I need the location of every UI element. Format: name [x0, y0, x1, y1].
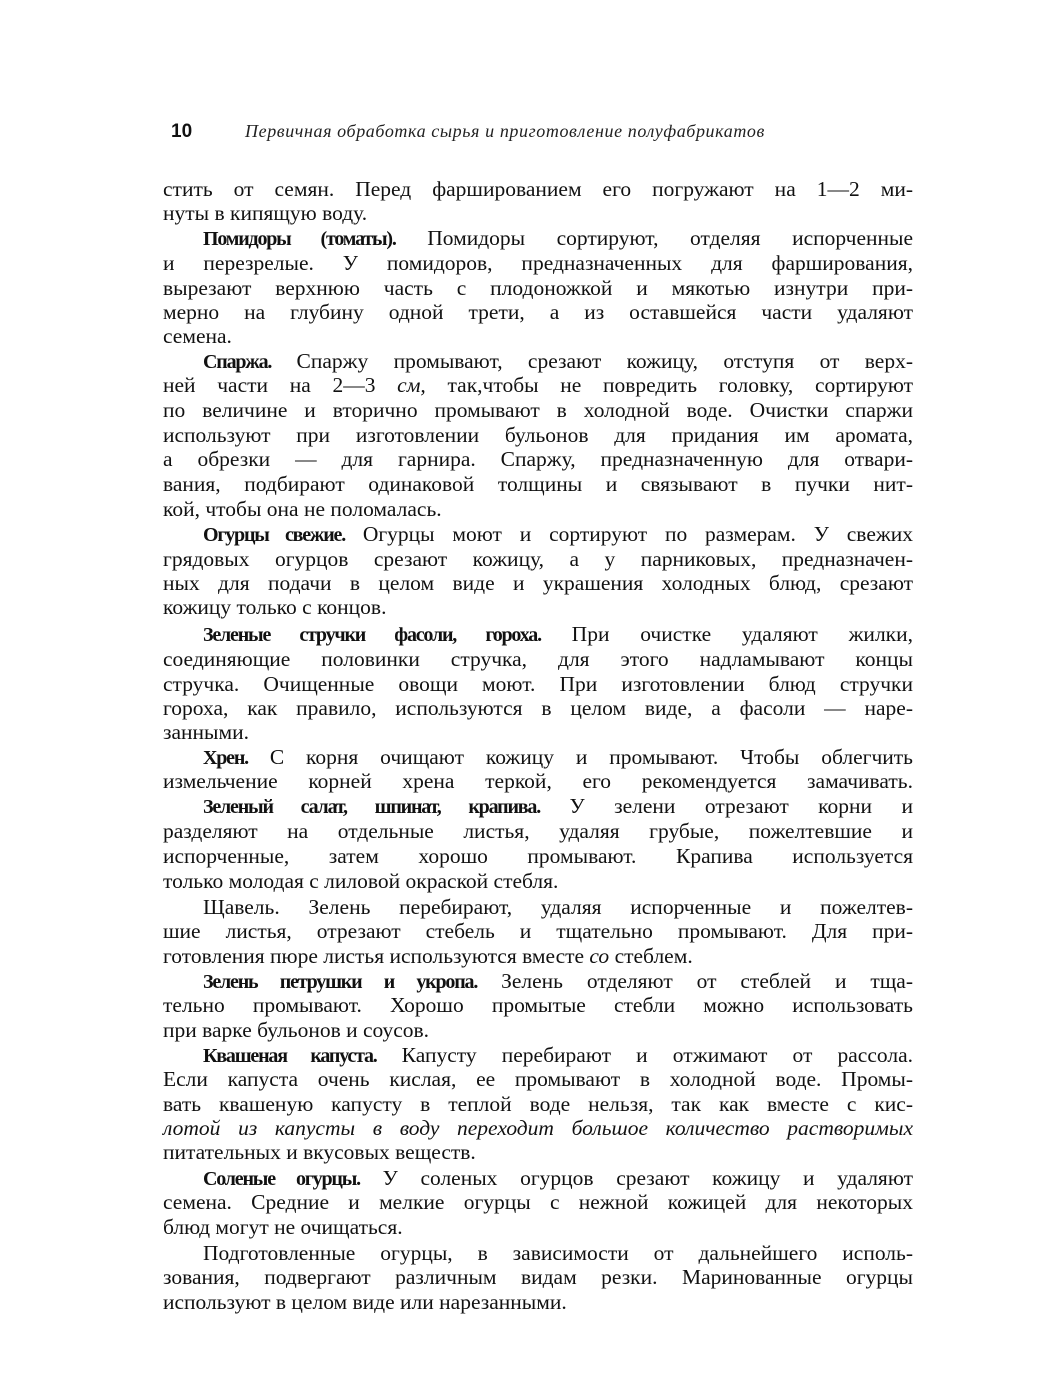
- text-segment: У зелени отрезают корни и: [540, 794, 913, 818]
- text-segment: Если капуста очень кислая, ее промывают в холодной воде. Промы-: [163, 1067, 913, 1091]
- italic-text: лотой из капусты в воду переходит большое количество растворимых: [163, 1116, 913, 1140]
- text-line: [163, 423, 913, 447]
- text-line: [163, 571, 913, 595]
- text-segment: блюд могут не очищаться.: [163, 1215, 403, 1239]
- text-segment: ней части на 2—3: [163, 373, 398, 397]
- text-line: [163, 1116, 913, 1140]
- text-line: [203, 522, 913, 547]
- italic-text: со: [589, 944, 610, 968]
- text-line: [163, 398, 913, 422]
- text-line: [163, 1190, 913, 1214]
- text-line: [163, 595, 913, 619]
- text-line: [163, 276, 913, 300]
- text-line: [203, 1043, 913, 1068]
- text-segment: грядовых огурцов срезают кожицу, а у парниковых, предназначен-: [163, 547, 913, 571]
- text-line: [203, 226, 913, 251]
- text-segment: семена. Средние и мелкие огурцы с нежной кожицей для некоторых: [163, 1190, 913, 1214]
- text-line: [163, 944, 913, 968]
- text-segment: при варке бульонов и соусов.: [163, 1018, 430, 1042]
- text-segment: кожицу только с концов.: [163, 595, 387, 619]
- text-line: [163, 819, 913, 843]
- text-line: [203, 1241, 913, 1265]
- section-heading: Соленые огурцы.: [203, 1168, 360, 1190]
- text-segment: Зелень отделяют от стеблей и тща-: [477, 969, 914, 993]
- text-line: [163, 300, 913, 324]
- text-segment: соединяющие половинки стручка, для этого надламывают концы: [163, 647, 913, 671]
- text-segment: стеблем.: [609, 944, 693, 968]
- text-segment: а обрезки — для гарнира. Спаржу, предназначенную для отвари-: [163, 447, 913, 471]
- text-line: [163, 324, 913, 348]
- text-line: [163, 251, 913, 275]
- text-line: [163, 844, 913, 868]
- text-segment: только молодая с лиловой окраской стебля.: [163, 869, 559, 893]
- text-segment: стить от семян. Перед фаршированием его погружают на 1—2 ми-: [163, 177, 913, 201]
- text-line: [163, 919, 913, 943]
- text-line: [163, 769, 913, 793]
- text-segment: ных для подачи в целом виде и украшения холодных блюд, срезают: [163, 571, 913, 595]
- text-line: [203, 1166, 913, 1191]
- text-line: [163, 1092, 913, 1116]
- section-heading: Помидоры (томаты).: [203, 228, 396, 250]
- text-segment: и перезрелые. У помидоров, предназначенных для фарширования,: [163, 251, 913, 275]
- text-segment: Спаржу промывают, срезают кожицу, отступя от верх-: [271, 349, 913, 373]
- text-line: [203, 969, 913, 994]
- text-segment: готовления пюре листья используются вместе: [163, 944, 590, 968]
- text-segment: При очистке удаляют жилки,: [540, 622, 913, 646]
- section-heading: Огурцы свежие.: [203, 524, 345, 546]
- text-segment: используют при изготовлении бульонов для придания им аромата,: [163, 423, 913, 447]
- text-line: [203, 349, 913, 374]
- text-line: [163, 720, 913, 744]
- text-segment: семена.: [163, 324, 232, 348]
- text-line: [163, 1290, 913, 1314]
- text-segment: Огурцы моют и сортируют по размерам. У свежих: [345, 522, 913, 546]
- text-line: [163, 869, 913, 893]
- text-line: [163, 672, 913, 696]
- text-segment: нуты в кипящую воду.: [163, 201, 368, 225]
- text-segment: испорченные, затем хорошо промывают. Крапива используется: [163, 844, 913, 868]
- text-segment: Капусту перебирают и отжимают от рассола.: [376, 1043, 913, 1067]
- text-line: [163, 1265, 913, 1289]
- section-heading: Спаржа.: [203, 351, 272, 373]
- text-line: [163, 497, 913, 521]
- section-heading: Зеленые стручки фасоли, гороха.: [203, 624, 541, 646]
- italic-text: см,: [397, 373, 426, 397]
- text-segment: разделяют на отдельные листья, удаляя грубые, пожелтевшие и: [163, 819, 913, 843]
- section-heading: Зеленый салат, шпинат, крапива.: [203, 796, 540, 818]
- text-line: [163, 1140, 913, 1164]
- text-segment: по величине и вторично промывают в холодной воде. Очистки спаржи: [163, 398, 913, 422]
- text-line: [203, 895, 913, 919]
- text-segment: Помидоры сортируют, отделяя испорченные: [395, 226, 913, 250]
- text-line: [163, 177, 913, 201]
- text-segment: занными.: [163, 720, 249, 744]
- text-line: [163, 1215, 913, 1239]
- text-segment: С корня очищают кожицу и промывают. Чтобы облегчить: [247, 745, 913, 769]
- text-segment: тельно промывают. Хорошо промытые стебли можно использовать: [163, 993, 913, 1017]
- text-line: [163, 373, 913, 397]
- text-segment: шие листья, отрезают стебель и тщательно промывают. Для при-: [163, 919, 913, 943]
- page-number: 10: [171, 121, 193, 142]
- text-segment: измельчение корней хрена теркой, его рекомендуется замачивать.: [163, 769, 913, 793]
- text-segment: вырезают верхнюю часть с плодоножкой и мякотью изнутри при-: [163, 276, 913, 300]
- section-heading: Зелень петрушки и укропа.: [203, 971, 478, 993]
- text-line: [203, 794, 913, 819]
- text-line: [203, 745, 913, 770]
- section-heading: Хрен.: [203, 747, 248, 769]
- text-line: [163, 993, 913, 1017]
- text-segment: гороха, как правило, используются в целом виде, а фасоли — наре-: [163, 696, 913, 720]
- text-segment: вания, подбирают одинаковой толщины и связывают в пучки нит-: [163, 472, 913, 496]
- text-line: [163, 647, 913, 671]
- text-line: [163, 696, 913, 720]
- text-line: [163, 1018, 913, 1042]
- text-segment: Щавель. Зелень перебирают, удаляя испорченные и пожелтев-: [203, 895, 913, 919]
- text-line: [163, 447, 913, 471]
- text-line: [163, 472, 913, 496]
- text-line: [203, 622, 913, 647]
- text-segment: зования, подвергают различным видам резки. Маринованные огурцы: [163, 1265, 913, 1289]
- text-segment: стручка. Очищенные овощи моют. При изготовлении блюд стручки: [163, 672, 913, 696]
- text-line: [163, 201, 913, 225]
- text-segment: используют в целом виде или нарезанными.: [163, 1290, 567, 1314]
- section-heading: Квашеная капуста.: [203, 1045, 377, 1067]
- text-segment: вать квашеную капусту в теплой воде нельзя, так как вместе с кис-: [163, 1092, 913, 1116]
- text-line: [163, 1067, 913, 1091]
- text-segment: так,чтобы не повредить головку, сортируют: [425, 373, 913, 397]
- text-segment: питательных и вкусовых веществ.: [163, 1140, 476, 1164]
- text-segment: Подготовленные огурцы, в зависимости от дальнейшего исполь-: [203, 1241, 913, 1265]
- text-segment: мерно на глубину одной трети, а из оставшейся части удаляют: [163, 300, 913, 324]
- text-segment: кой, чтобы она не поломалась.: [163, 497, 442, 521]
- text-segment: У соленых огурцов срезают кожицу и удаляют: [359, 1166, 913, 1190]
- text-line: [163, 547, 913, 571]
- running-header: Первичная обработка сырья и приготовление полуфабрикатов: [245, 121, 765, 141]
